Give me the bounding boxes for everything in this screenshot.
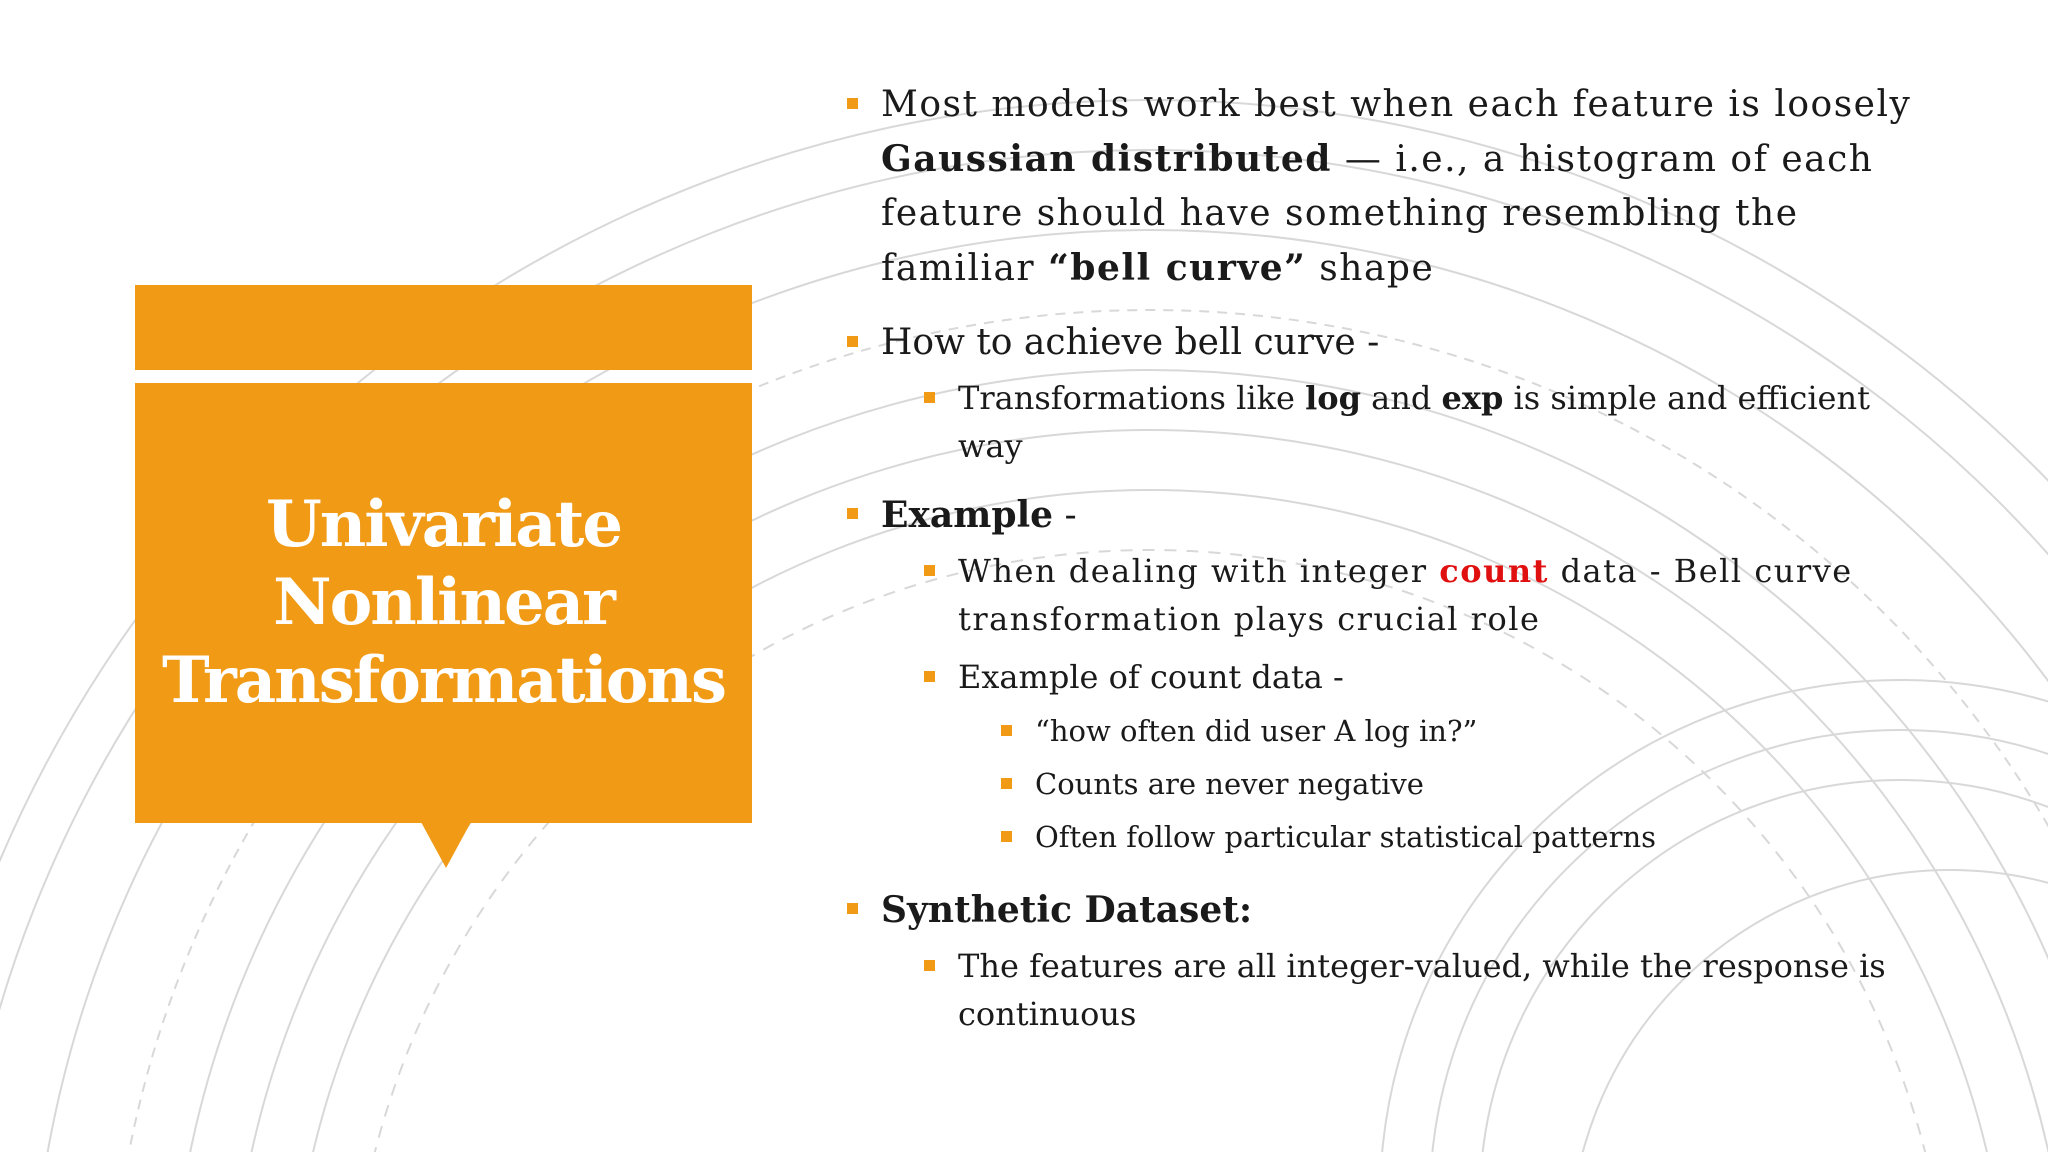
sub-sub-bullet-item: Counts are never negative [1035, 762, 1935, 806]
slide-title [135, 486, 752, 720]
bullet-marker [847, 98, 858, 109]
bullet-item: How to achieve bell curve - [845, 316, 1935, 370]
bullet-item [845, 883, 1935, 938]
bold-text: Synthetic Dataset: [881, 889, 1253, 931]
title-line: Univariate [265, 487, 622, 562]
bullet-marker [924, 960, 935, 971]
sub-sub-bullet-item: “how often did user A log in?” [1035, 709, 1935, 753]
bullet-marker [1001, 725, 1012, 736]
bold-text: exp [1441, 379, 1504, 417]
bullet-item: Example - [845, 488, 1935, 543]
bullet-marker [924, 565, 935, 576]
bullet-marker [1001, 831, 1012, 842]
bold-text: Gaussian distributed [881, 138, 1332, 180]
bullet-marker [847, 903, 858, 914]
bold-text: Example [881, 494, 1054, 536]
bullet-marker [924, 392, 935, 403]
bullet-marker [924, 671, 935, 682]
sub-bullet-item: Transformations like log and exp is simple and efficient way [958, 374, 1935, 470]
title-line: Transformations [162, 643, 725, 718]
title-box [135, 383, 752, 823]
title-pointer [421, 822, 471, 868]
bullet-list [845, 78, 1935, 1038]
sub-bullet-item: The features are all integer-valued, while the response is continuous [958, 942, 1935, 1038]
title-line: Nonlinear [273, 565, 614, 640]
bullet-marker [847, 508, 858, 519]
title-accent-bar [135, 285, 752, 370]
bold-text: “bell curve” [1048, 247, 1307, 289]
bullet-marker [847, 336, 858, 347]
sub-bullet-item: When dealing with integer count data - Bell curve transformation plays crucial role [958, 547, 1935, 643]
sub-sub-bullet-item: Often follow particular statistical patterns [1035, 815, 1935, 859]
bullet-item: Most models work best when each feature is loosely Gaussian distributed — i.e., a histogram of each feature should have something resembling the familiar “bell curve” shape [845, 78, 1935, 296]
highlighted-word: count [1439, 552, 1549, 590]
bold-text: log [1305, 379, 1361, 417]
bullet-marker [1001, 778, 1012, 789]
sub-bullet-item: Example of count data - [958, 653, 1935, 701]
